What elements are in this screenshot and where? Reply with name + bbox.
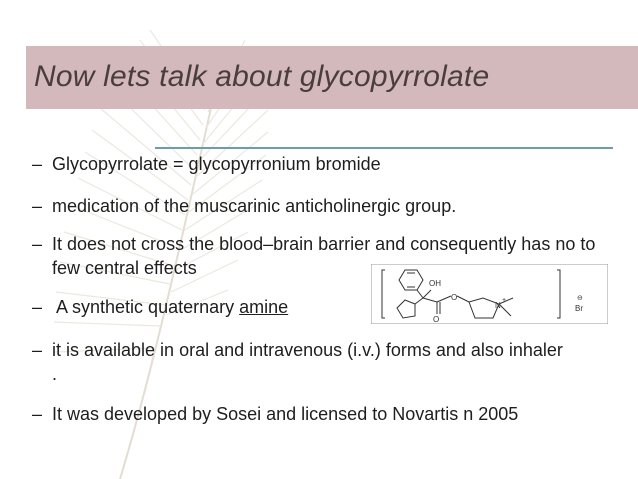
bullet-item	[32, 194, 592, 218]
slide-title: Now lets talk about glycopyrrolate	[34, 60, 490, 93]
bullet-text: It was developed by Sosei and licensed to Novartis n 2005	[52, 404, 519, 424]
bullet-item	[32, 338, 572, 386]
bullet-text: medication of the muscarinic anticholinergic group.	[52, 196, 457, 216]
bullet-text: Glycopyrrolate = glycopyrronium bromide	[52, 154, 381, 174]
bullet-marker: –	[32, 340, 43, 360]
bullet-text: it is available in oral and intravenous (i.v.) forms and also inhaler .	[52, 340, 563, 384]
carbonyl-o-label: O	[433, 315, 440, 324]
nitrogen-label: N	[495, 301, 501, 310]
positive-charge-label: +	[502, 297, 507, 304]
bullet-marker: –	[32, 404, 43, 424]
oh-label: OH	[429, 279, 441, 288]
bullet-marker: –	[32, 196, 43, 216]
bullet-item	[32, 152, 592, 176]
glycopyrrolate-structure-image	[371, 264, 608, 324]
ester-o-label: O	[451, 293, 458, 302]
bullet-marker: –	[32, 297, 43, 317]
amine-link[interactable]: amine	[239, 297, 289, 317]
bromide-label: Br	[575, 304, 583, 313]
bullet-marker: –	[32, 154, 43, 174]
bullet-text: A synthetic quaternary	[52, 297, 240, 317]
bullet-item	[32, 402, 622, 426]
negative-charge-label: ⊖	[577, 295, 583, 302]
title-divider	[155, 147, 613, 149]
bullet-text: It does not cross the blood–brain barrier and consequently has no to few central effects	[52, 234, 596, 278]
bullet-marker: –	[32, 234, 43, 254]
